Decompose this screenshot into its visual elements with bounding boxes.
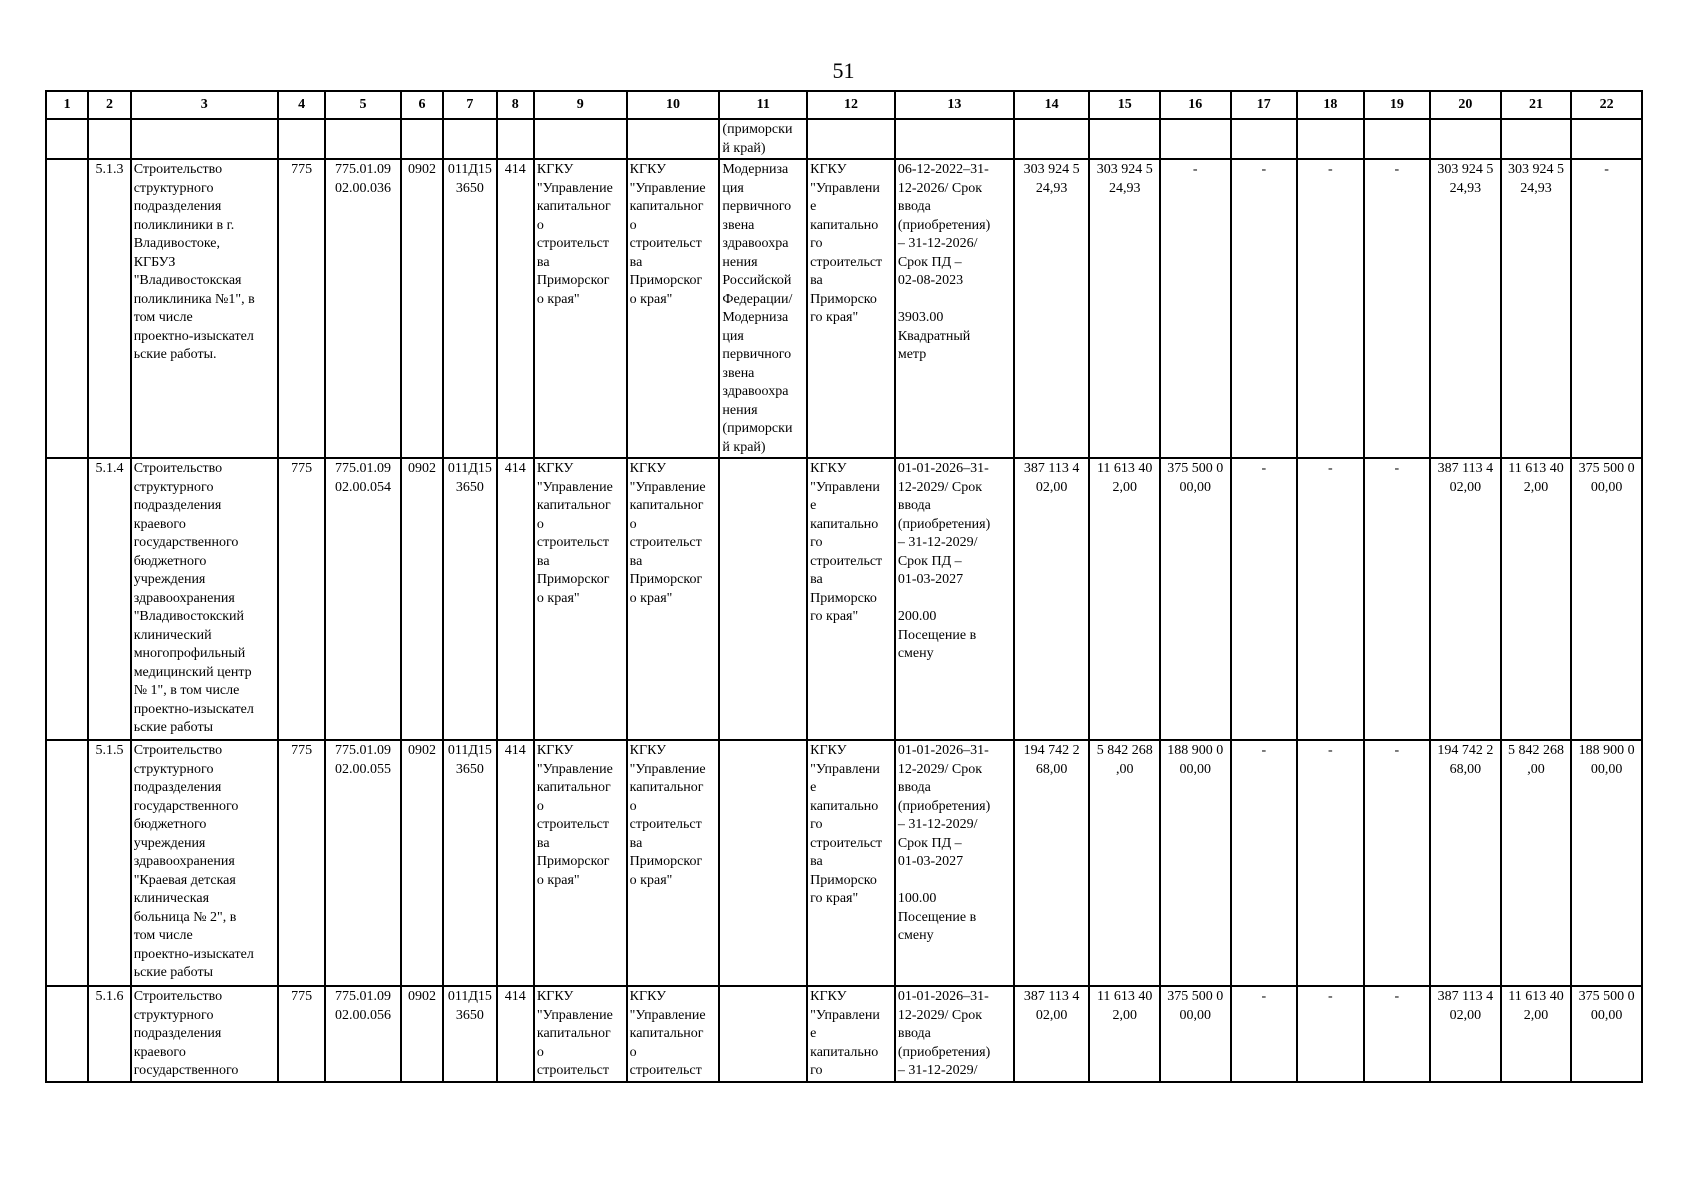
item-code-cell: 5.1.6 <box>88 986 130 1082</box>
amount-cell: 11 613 40 2,00 <box>1501 458 1572 740</box>
section-cell: 0902 <box>401 740 443 986</box>
row-number-cell <box>46 986 88 1082</box>
schedule-capacity-cell: 01-01-2026–31- 12-2029/ Срок ввода (приобретения) – 31-12-2029/ <box>895 986 1014 1082</box>
row-number-cell <box>46 458 88 740</box>
amount-cell: 303 924 5 24,93 <box>1430 159 1501 458</box>
table-cell <box>1571 119 1642 159</box>
table-row <box>46 986 1642 1082</box>
amount-cell: 11 613 40 2,00 <box>1501 986 1572 1082</box>
table-cell <box>131 119 278 159</box>
section-cell: 0902 <box>401 458 443 740</box>
column-header: 19 <box>1364 91 1431 119</box>
table-cell <box>1430 119 1501 159</box>
amount-cell: 375 500 0 00,00 <box>1160 458 1231 740</box>
grbs-cell: 775 <box>278 986 325 1082</box>
table-cell <box>1014 119 1090 159</box>
column-header: 22 <box>1571 91 1642 119</box>
row-number-cell <box>46 159 88 458</box>
operator-cell: КГКУ "Управлени е капитально го строительст ва Приморско го края" <box>807 458 895 740</box>
developer-cell: КГКУ "Управление капитальног о строительст ва Приморског о края" <box>627 740 720 986</box>
object-code-cell: 775.01.09 02.00.056 <box>325 986 401 1082</box>
column-header: 9 <box>534 91 627 119</box>
operator-cell: КГКУ "Управлени е капитально го строительст ва Приморско го края" <box>807 740 895 986</box>
column-header: 16 <box>1160 91 1231 119</box>
column-header: 11 <box>719 91 807 119</box>
target-article-cell: 011Д15 3650 <box>443 986 496 1082</box>
amount-cell: - <box>1297 159 1364 458</box>
amount-cell: 5 842 268 ,00 <box>1501 740 1572 986</box>
amount-cell: 375 500 0 00,00 <box>1160 986 1231 1082</box>
amount-cell: - <box>1231 159 1298 458</box>
item-code-cell: 5.1.3 <box>88 159 130 458</box>
national-project-cell <box>719 458 807 740</box>
operator-cell: КГКУ "Управлени е капитально го <box>807 986 895 1082</box>
amount-cell: 188 900 0 00,00 <box>1160 740 1231 986</box>
national-project-cell <box>719 740 807 986</box>
amount-cell: - <box>1160 159 1231 458</box>
object-name-cell: Строительство структурного подразделения государственного бюджетного учреждения здравоохранения "Краевая детская клиническая больница № 2", в том числе проектно-изыскател ьские работы <box>131 740 278 986</box>
column-header: 6 <box>401 91 443 119</box>
expense-type-cell: 414 <box>497 740 534 986</box>
column-header: 8 <box>497 91 534 119</box>
item-code-cell: 5.1.5 <box>88 740 130 986</box>
table-cell <box>46 119 88 159</box>
amount-cell: 387 113 4 02,00 <box>1014 986 1090 1082</box>
column-header: 14 <box>1014 91 1090 119</box>
object-code-cell: 775.01.09 02.00.036 <box>325 159 401 458</box>
schedule-capacity-cell: 01-01-2026–31- 12-2029/ Срок ввода (приобретения) – 31-12-2029/ Срок ПД – 01-03-2027 200.00 Посещение в смену <box>895 458 1014 740</box>
table-cell <box>1160 119 1231 159</box>
table-cell <box>278 119 325 159</box>
amount-cell: 387 113 4 02,00 <box>1430 986 1501 1082</box>
customer-cell: КГКУ "Управление капитальног о строительст ва Приморског о края" <box>534 159 627 458</box>
register-table <box>45 90 1643 1083</box>
amount-cell: - <box>1364 740 1431 986</box>
grbs-cell: 775 <box>278 159 325 458</box>
table-cell <box>627 119 720 159</box>
table-cell <box>1364 119 1431 159</box>
item-code-cell: 5.1.4 <box>88 458 130 740</box>
column-header: 13 <box>895 91 1014 119</box>
column-header: 1 <box>46 91 88 119</box>
amount-cell: - <box>1364 159 1431 458</box>
amount-cell: 194 742 2 68,00 <box>1014 740 1090 986</box>
object-code-cell: 775.01.09 02.00.055 <box>325 740 401 986</box>
column-header: 5 <box>325 91 401 119</box>
amount-cell: 5 842 268 ,00 <box>1089 740 1160 986</box>
target-article-cell: 011Д15 3650 <box>443 458 496 740</box>
schedule-capacity-cell: 06-12-2022–31- 12-2026/ Срок ввода (приобретения) – 31-12-2026/ Срок ПД – 02-08-2023 3903.00 Квадратный метр <box>895 159 1014 458</box>
column-header: 12 <box>807 91 895 119</box>
object-name-cell: Строительство структурного подразделения краевого государственного <box>131 986 278 1082</box>
table-cell <box>1501 119 1572 159</box>
amount-cell: 303 924 5 24,93 <box>1014 159 1090 458</box>
column-header: 17 <box>1231 91 1298 119</box>
row-number-cell <box>46 740 88 986</box>
column-header: 4 <box>278 91 325 119</box>
customer-cell: КГКУ "Управление капитальног о строительст ва Приморског о края" <box>534 458 627 740</box>
operator-cell: КГКУ "Управлени е капитально го строительст ва Приморско го края" <box>807 159 895 458</box>
customer-cell: КГКУ "Управление капитальног о строительст ва Приморског о края" <box>534 740 627 986</box>
amount-cell: 194 742 2 68,00 <box>1430 740 1501 986</box>
amount-cell: - <box>1231 986 1298 1082</box>
table-cell <box>807 119 895 159</box>
developer-cell: КГКУ "Управление капитальног о строительст <box>627 986 720 1082</box>
amount-cell: 375 500 0 00,00 <box>1571 986 1642 1082</box>
amount-cell: - <box>1297 458 1364 740</box>
target-article-cell: 011Д15 3650 <box>443 159 496 458</box>
table-cell <box>1231 119 1298 159</box>
table-row <box>46 159 1642 458</box>
object-name-cell: Строительство структурного подразделения поликлиники в г. Владивостоке, КГБУЗ "Владивостокская поликлиника №1", в том числе проектно-изыскател ьские работы. <box>131 159 278 458</box>
table-cell <box>88 119 130 159</box>
section-cell: 0902 <box>401 986 443 1082</box>
schedule-capacity-cell: 01-01-2026–31- 12-2029/ Срок ввода (приобретения) – 31-12-2029/ Срок ПД – 01-03-2027 100.00 Посещение в смену <box>895 740 1014 986</box>
amount-cell: - <box>1297 740 1364 986</box>
column-header: 10 <box>627 91 720 119</box>
table-cell <box>1297 119 1364 159</box>
developer-cell: КГКУ "Управление капитальног о строительст ва Приморског о края" <box>627 159 720 458</box>
column-header: 18 <box>1297 91 1364 119</box>
expense-type-cell: 414 <box>497 159 534 458</box>
table-cell <box>1089 119 1160 159</box>
amount-cell: - <box>1364 986 1431 1082</box>
table-cell <box>443 119 496 159</box>
national-project-cell: (приморски й край) <box>719 119 807 159</box>
expense-type-cell: 414 <box>497 458 534 740</box>
national-project-cell: Модерниза ция первичного звена здравоохра нения Российской Федерации/ Модерниза ция первичного звена здравоохра нения (приморски й край) <box>719 159 807 458</box>
column-header: 7 <box>443 91 496 119</box>
amount-cell: 303 924 5 24,93 <box>1089 159 1160 458</box>
amount-cell: - <box>1297 986 1364 1082</box>
amount-cell: - <box>1571 159 1642 458</box>
column-header: 3 <box>131 91 278 119</box>
amount-cell: - <box>1231 740 1298 986</box>
customer-cell: КГКУ "Управление капитальног о строительст <box>534 986 627 1082</box>
target-article-cell: 011Д15 3650 <box>443 740 496 986</box>
table-row <box>46 740 1642 986</box>
expense-type-cell: 414 <box>497 986 534 1082</box>
amount-cell: - <box>1364 458 1431 740</box>
amount-cell: 375 500 0 00,00 <box>1571 458 1642 740</box>
table-cell <box>401 119 443 159</box>
table-cell <box>497 119 534 159</box>
grbs-cell: 775 <box>278 458 325 740</box>
developer-cell: КГКУ "Управление капитальног о строительст ва Приморског о края" <box>627 458 720 740</box>
table-cell <box>895 119 1014 159</box>
object-name-cell: Строительство структурного подразделения краевого государственного бюджетного учреждения здравоохранения "Владивостокский клинический многопрофильный медицинский центр № 1", в том числе проектно-изыскател ьские работы <box>131 458 278 740</box>
header-row <box>46 91 1642 119</box>
amount-cell: 303 924 5 24,93 <box>1501 159 1572 458</box>
object-code-cell: 775.01.09 02.00.054 <box>325 458 401 740</box>
section-cell: 0902 <box>401 159 443 458</box>
column-header: 20 <box>1430 91 1501 119</box>
column-header: 21 <box>1501 91 1572 119</box>
amount-cell: 387 113 4 02,00 <box>1430 458 1501 740</box>
amount-cell: 11 613 40 2,00 <box>1089 986 1160 1082</box>
table-cell <box>325 119 401 159</box>
national-project-cell <box>719 986 807 1082</box>
table-cell <box>534 119 627 159</box>
column-header: 15 <box>1089 91 1160 119</box>
amount-cell: 188 900 0 00,00 <box>1571 740 1642 986</box>
page-number: 51 <box>832 58 855 83</box>
amount-cell: - <box>1231 458 1298 740</box>
grbs-cell: 775 <box>278 740 325 986</box>
column-header: 2 <box>88 91 130 119</box>
continuation-row <box>46 119 1642 159</box>
amount-cell: 11 613 40 2,00 <box>1089 458 1160 740</box>
amount-cell: 387 113 4 02,00 <box>1014 458 1090 740</box>
table-row <box>46 458 1642 740</box>
